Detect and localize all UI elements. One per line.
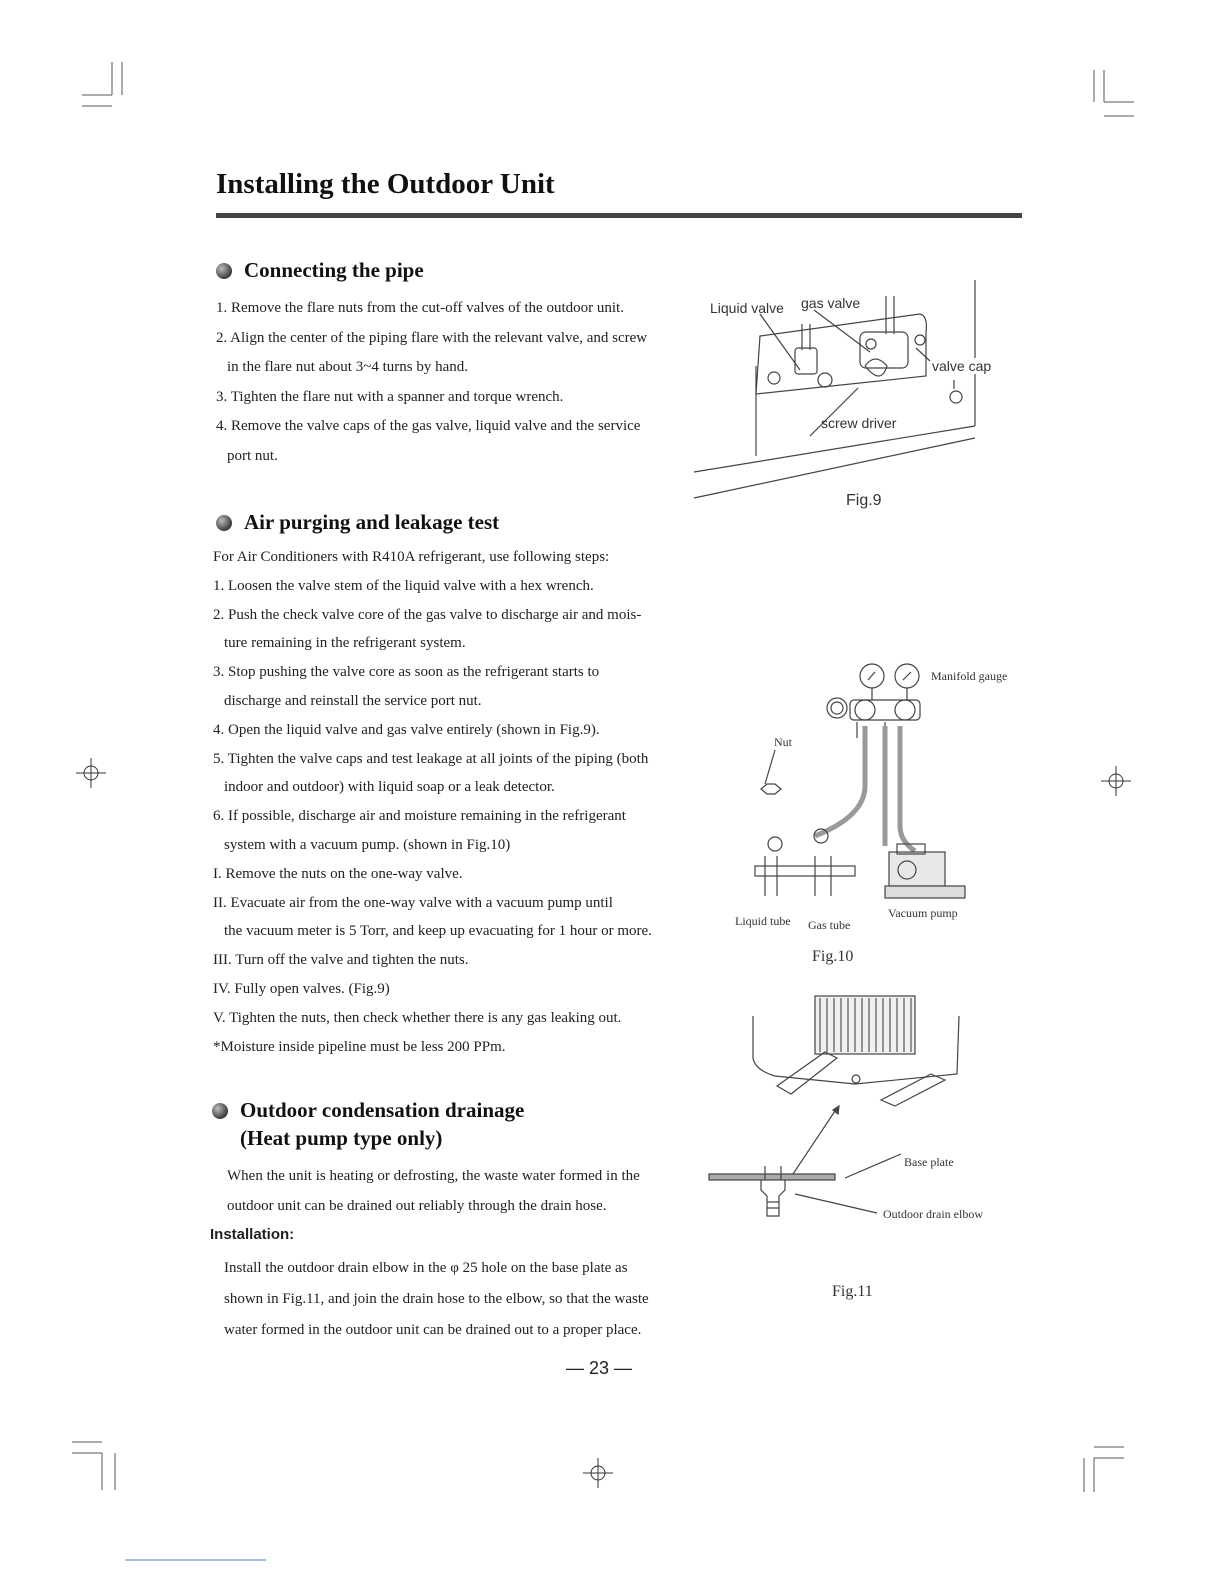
step-line: ture remaining in the refrigerant system. xyxy=(224,635,466,652)
step-line: 5. Tighten the valve caps and test leakage at all joints of the piping (both xyxy=(213,750,649,767)
page-number: — 23 — xyxy=(566,1358,633,1378)
registration-mark-left xyxy=(76,758,106,788)
purging-heading xyxy=(216,510,499,535)
step-line: port nut. xyxy=(227,447,278,464)
drainage-heading-text: Outdoor condensation drainage xyxy=(240,1098,525,1122)
vacuum-pump-label: Vacuum pump xyxy=(888,906,958,920)
step-line: *Moisture inside pipeline must be less 200 PPm. xyxy=(213,1038,506,1055)
bullet-icon xyxy=(212,1103,228,1119)
base-plate-label: Base plate xyxy=(904,1155,954,1169)
step-line: 4. Remove the valve caps of the gas valve, liquid valve and the service xyxy=(216,418,641,434)
step-line: I. Remove the nuts on the one-way valve. xyxy=(213,865,463,882)
drainage-heading xyxy=(212,1098,524,1123)
purging-heading-text: Air purging and leakage test xyxy=(244,510,500,534)
text-line: shown in Fig.11, and join the drain hose to the elbow, so that the waste xyxy=(224,1291,649,1307)
valve-cap-label: valve cap xyxy=(932,358,992,374)
step-line: IV. Fully open valves. (Fig.9) xyxy=(213,980,390,997)
step-line: 3. Tighten the flare nut with a spanner and torque wrench. xyxy=(216,388,564,405)
connecting-heading-text: Connecting the pipe xyxy=(244,258,424,282)
fig10-caption: Fig.10 xyxy=(812,948,854,965)
title-rule xyxy=(216,213,1022,218)
step-line: indoor and outdoor) with liquid soap or a leak detector. xyxy=(224,779,555,796)
text-line: water formed in the outdoor unit can be drained out to a proper place. xyxy=(224,1322,642,1338)
manifold-gauge-label: Manifold gauge xyxy=(931,669,1008,683)
step-line: 6. If possible, discharge air and moisture remaining in the refrigerant xyxy=(213,808,626,825)
gas-tube-label: Gas tube xyxy=(808,918,851,932)
screw-driver-label: screw driver xyxy=(821,415,897,431)
text-line: outdoor unit can be drained out reliably through the drain hose. xyxy=(227,1197,607,1214)
fig9-caption: Fig.9 xyxy=(846,492,882,509)
fig10-vacuum-illustration xyxy=(735,656,975,906)
step-line: 3. Stop pushing the valve core as soon as the refrigerant starts to xyxy=(213,664,600,681)
text-line: When the unit is heating or defrosting, the waste water formed in the xyxy=(227,1168,640,1184)
step-line: system with a vacuum pump. (shown in Fig.10) xyxy=(224,836,511,853)
step-line: V. Tighten the nuts, then check whether there is any gas leaking out. xyxy=(213,1009,622,1026)
step-line: 2. Align the center of the piping flare with the relevant valve, and screw xyxy=(216,329,648,346)
step-line: 4. Open the liquid valve and gas valve entirely (shown in Fig.9). xyxy=(213,721,600,738)
step-line: 1. Loosen the valve stem of the liquid valve with a hex wrench. xyxy=(213,577,594,594)
drain-elbow-label: Outdoor drain elbow xyxy=(883,1207,983,1221)
liquid-valve-label: Liquid valve xyxy=(710,300,784,316)
connecting-heading xyxy=(216,258,424,283)
install-text xyxy=(224,1253,704,1346)
step-line: in the flare nut about 3~4 turns by hand. xyxy=(227,359,468,375)
fig11-drain-illustration xyxy=(705,990,975,1230)
text-line: Install the outdoor drain elbow in the φ 25 hole on the base plate as xyxy=(224,1260,628,1276)
step-line: discharge and reinstall the service port nut. xyxy=(224,692,482,709)
drainage-subheading: (Heat pump type only) xyxy=(240,1126,443,1150)
step-line: the vacuum meter is 5 Torr, and keep up evacuating for 1 hour or more. xyxy=(224,923,652,940)
nut-label: Nut xyxy=(774,735,792,749)
page-title: Installing the Outdoor Unit xyxy=(216,168,555,200)
step-line: II. Evacuate air from the one-way valve with a vacuum pump until xyxy=(213,894,613,911)
connecting-steps xyxy=(216,294,696,471)
step-line: 1. Remove the flare nuts from the cut-off valves of the outdoor unit. xyxy=(216,300,624,316)
installation-label: Installation: xyxy=(210,1226,295,1243)
fig11-caption: Fig.11 xyxy=(832,1283,873,1300)
step-line: III. Turn off the valve and tighten the nuts. xyxy=(213,952,469,969)
drainage-intro xyxy=(227,1162,707,1221)
registration-mark-bottom xyxy=(583,1458,613,1488)
registration-mark-right xyxy=(1101,766,1131,796)
liquid-tube-label: Liquid tube xyxy=(735,914,791,928)
step-line: For Air Conditioners with R410A refrigerant, use following steps: xyxy=(213,549,610,565)
gas-valve-label: gas valve xyxy=(801,295,861,311)
bullet-icon xyxy=(216,515,232,531)
step-line: 2. Push the check valve core of the gas valve to discharge air and mois- xyxy=(213,606,642,623)
purging-steps xyxy=(213,543,703,1061)
bullet-icon xyxy=(216,263,232,279)
